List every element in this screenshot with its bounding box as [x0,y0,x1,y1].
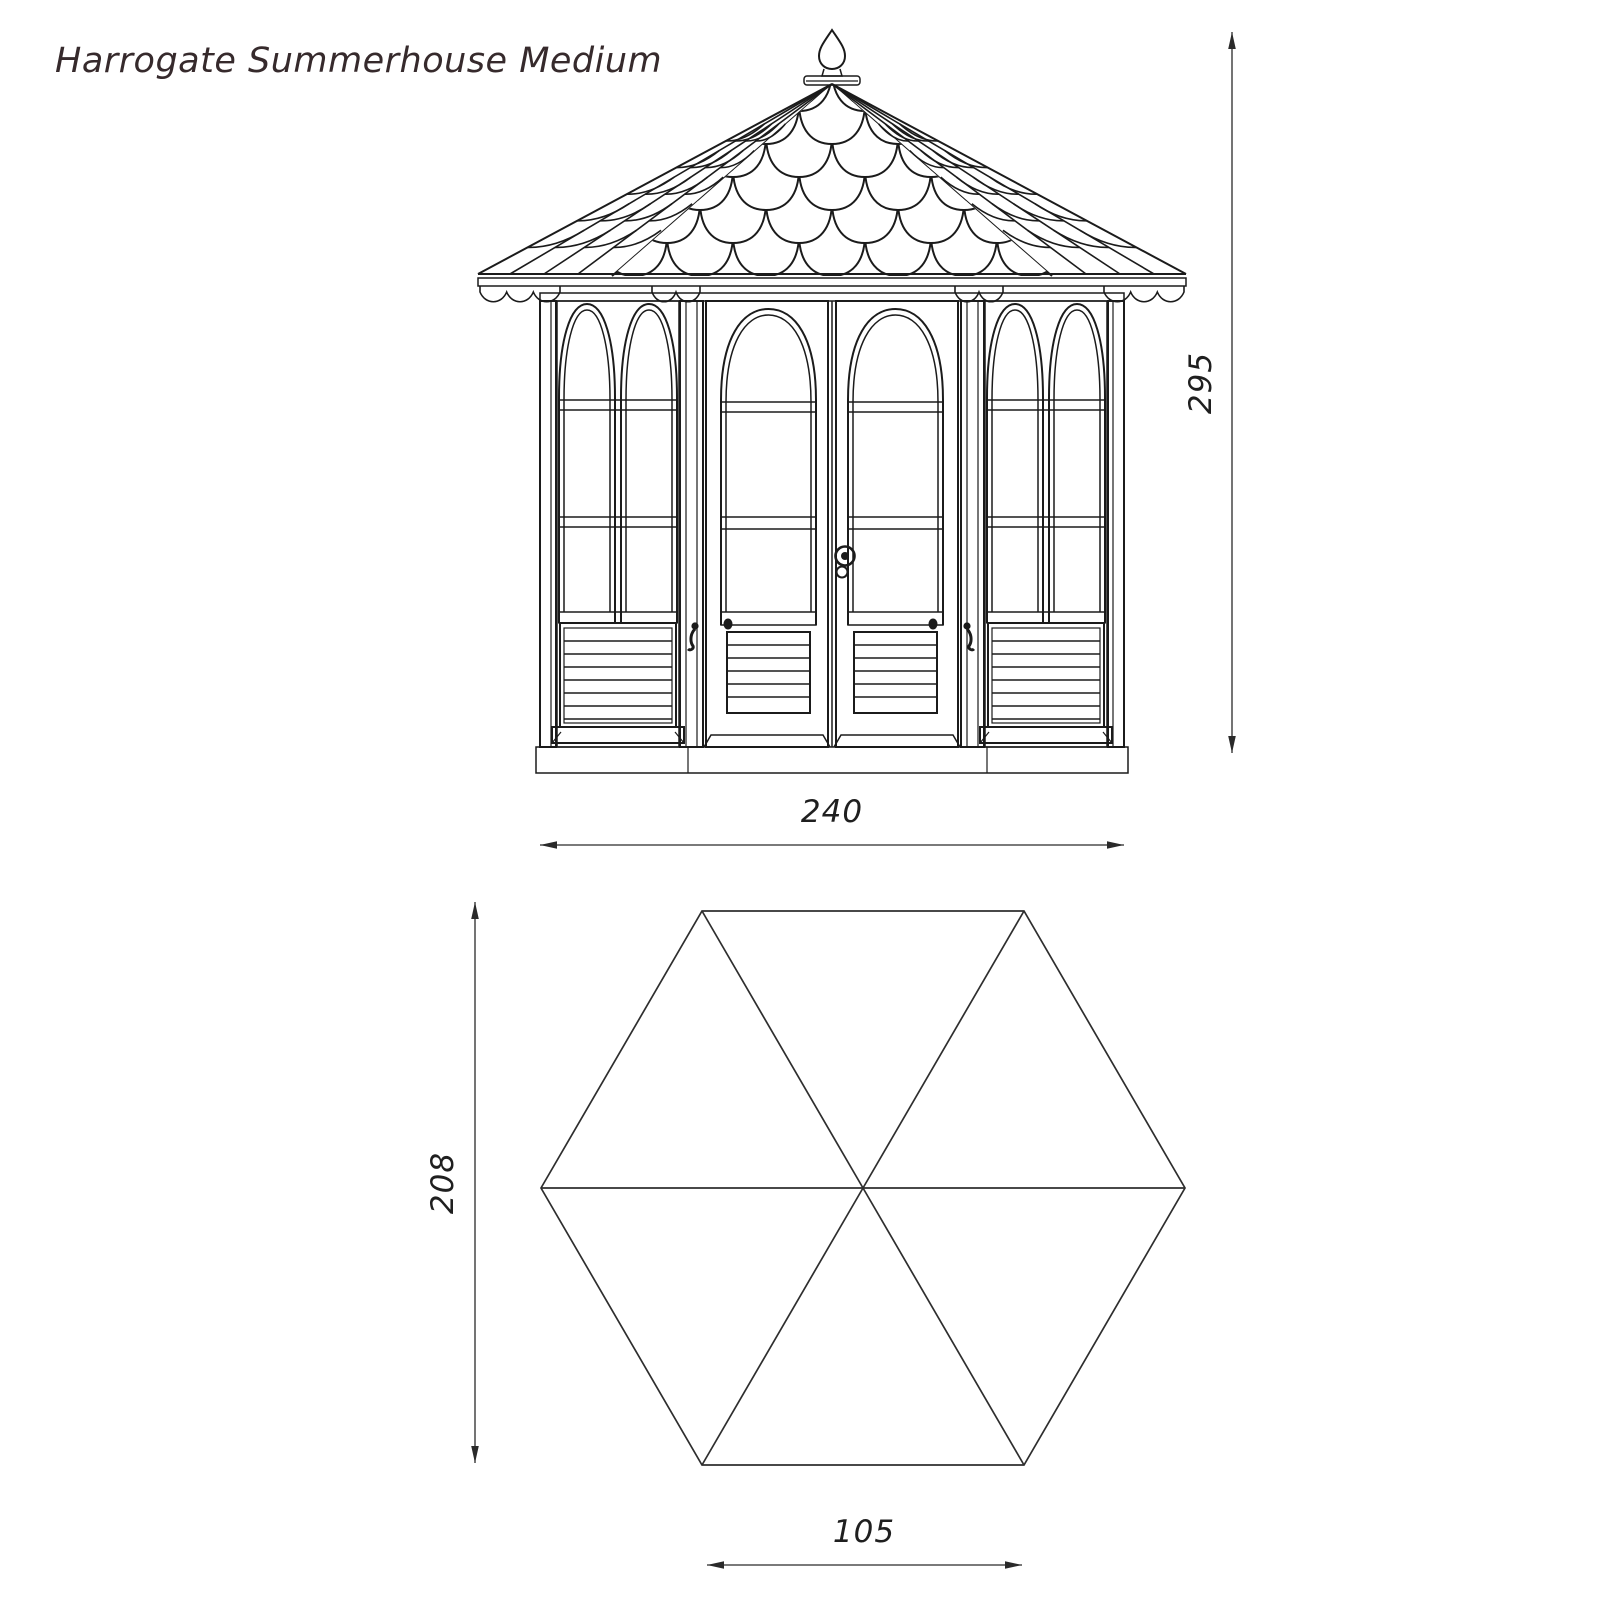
transom-bar [721,402,816,412]
door-threshold [704,735,830,747]
door-handle-right [963,622,974,649]
transom-bar [987,400,1105,410]
door-louvre-panel [727,632,810,713]
door-leaf-left [704,301,830,747]
dimension-label-panel: 105 [832,1514,896,1550]
door-leaf-right [834,301,960,747]
dimension-label-height: 295 [1183,351,1219,415]
dimension-overall-height [1183,32,1232,753]
hexagon-outline [541,911,1185,1465]
plan-spoke [702,1188,863,1465]
side-panel-left [552,301,684,747]
eaves-fascia [478,274,1186,302]
door-window-arch [721,309,816,625]
bottom-rail [987,612,1105,623]
bottom-rail [559,612,677,623]
dimension-label-width: 240 [800,794,864,830]
louvre-panel [988,623,1104,727]
door-lock [836,547,855,578]
louvre-panel [560,623,676,727]
transom-bar [721,517,816,529]
plan-spoke [863,911,1024,1188]
transom-bar [559,400,677,410]
plan-view-drawing [425,902,1185,1565]
transom-bar [559,517,677,527]
wavy-bargeboard [480,286,1184,302]
front-elevation-drawing [478,30,1232,845]
side-panel-right [980,301,1112,747]
roof-finial [804,30,860,85]
dimension-label-depth: 208 [425,1151,461,1215]
base-plinth [536,747,1128,773]
roof [478,69,1186,302]
door-louvre-panel [854,632,937,713]
transom-bar [848,517,943,529]
door-window-arch [848,309,943,625]
roof-shingles-front [535,69,1129,276]
dimension-overall-width [540,794,1124,845]
dimension-plan-depth [425,902,475,1463]
plan-spoke [702,911,863,1188]
bottom-rail [721,612,816,625]
transom-bar [848,402,943,412]
dimension-panel-width [707,1514,1022,1565]
window-sill [980,727,1112,743]
door-knob [724,619,938,630]
plan-spoke [863,1188,1024,1465]
page-title: Harrogate Summerhouse Medium [55,41,663,81]
double-doors [688,301,974,747]
wall-head [540,293,1124,301]
transom-bar [987,517,1105,527]
window-sill [552,727,684,743]
door-threshold [834,735,960,747]
